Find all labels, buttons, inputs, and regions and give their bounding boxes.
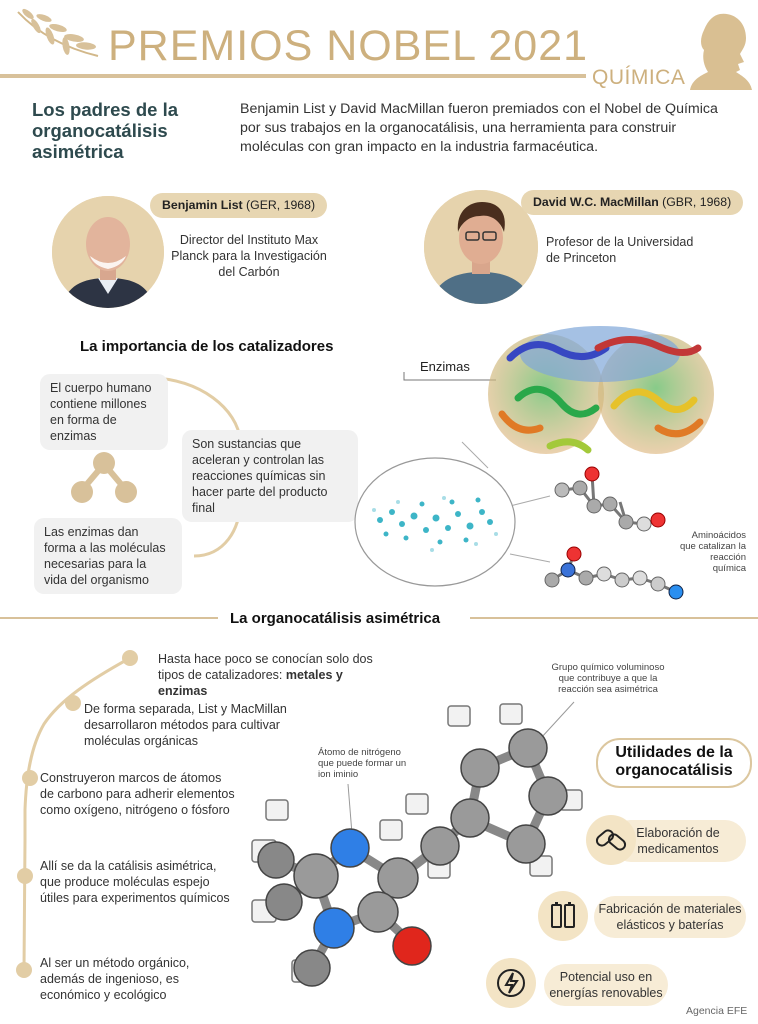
page-title: PREMIOS NOBEL 2021 [108, 22, 589, 70]
enzyme-protein-illustration [488, 318, 714, 460]
benjamin-list-photo [52, 196, 164, 308]
laureate-role: Profesor de la Universidad de Princeton [546, 235, 694, 265]
info-box-enzymes: Las enzimas dan forma a las moléculas necesarias para la vida del organismo [34, 518, 182, 594]
utility-icon-circle [486, 958, 536, 1008]
pills-icon [586, 815, 636, 865]
laureate-country-year: (GER, 1968) [242, 198, 316, 212]
nitrogen-note: Átomo de nitrógeno que puede formar un ion iminio [318, 747, 407, 780]
laureate-name-pill-macmillan [521, 190, 743, 215]
nobel-medal-profile-icon [690, 10, 754, 90]
molecule-icon [66, 450, 142, 506]
laurel-icon [14, 8, 100, 66]
timeline-item-bold: metales y enzimas [158, 668, 343, 698]
organocatalyst-molecule-illustration [230, 700, 590, 1000]
utility-label: Fabricación de materiales elásticos y baterías [598, 902, 742, 932]
catalysts-heading: La importancia de los catalizadores [80, 338, 334, 355]
organocatalysis-heading: La organocatálisis asimétrica [230, 610, 441, 627]
utility-label: Elaboración de medicamentos [636, 826, 720, 856]
laureate-name: David W.C. MacMillan [533, 195, 659, 209]
enzymes-leader-line [402, 360, 502, 390]
info-box-human-body: El cuerpo humano contiene millones en forma de enzimas [40, 374, 168, 450]
amino-acids-label: Aminoácidos que catalizan la reacción química [679, 530, 746, 574]
section-heading-fathers: Los padres de la organocatálisis asimétrica [32, 99, 178, 162]
laureate-name-pill-list [150, 193, 327, 218]
section-divider-left [0, 617, 218, 619]
utility-item-renewables [544, 964, 668, 1006]
timeline-item: Allí se da la catálisis asimétrica, que produce moléculas espejo útiles para experimentos químicos [40, 859, 230, 905]
timeline-item [158, 651, 388, 699]
utility-icon-circle [538, 891, 588, 941]
laureate-country-year: (GBR, 1968) [658, 195, 732, 209]
timeline-item: Al ser un método orgánico, además de ingenioso, es económico y ecológico [40, 956, 190, 1002]
intro-paragraph: Benjamin List y David MacMillan fueron premiados con el Nobel de Química por sus trabajos en la organocatálisis, una herramienta para construir moléculas con gran impacto en la industria farmacéutica. [240, 101, 718, 155]
bulky-group-note: Grupo químico voluminoso que contribuye a que la reacción sea asimétrica [551, 662, 665, 695]
battery-icon [538, 891, 588, 941]
credit: Agencia EFE [686, 1005, 748, 1017]
header-divider [0, 74, 586, 78]
utility-item-materials [594, 896, 746, 938]
info-box-definition: Son sustancias que aceleran y controlan las reacciones químicas sin hacer parte del producto final [182, 430, 358, 522]
timeline-item: De forma separada, List y MacMillan desarrollaron métodos para cultivar moléculas orgánicas [84, 702, 287, 748]
utility-icon-circle [586, 815, 636, 865]
amino-acid-zoom-illustration [340, 440, 740, 610]
renewable-energy-icon [486, 958, 536, 1008]
timeline-item-text: Hasta hace poco se conocían solo dos tipos de catalizadores: [158, 652, 373, 682]
laureate-role: Director del Instituto Max Planck para la Investigación del Carbón [171, 233, 327, 279]
utilities-heading: Utilidades de la organocatálisis [615, 744, 733, 779]
utility-label: Potencial uso en energías renovables [549, 970, 663, 1000]
section-divider-right [470, 617, 758, 619]
laureate-name: Benjamin List [162, 198, 243, 212]
enzymes-label: Enzimas [420, 359, 470, 374]
timeline-item: Construyeron marcos de átomos de carbono para adherir elementos como oxígeno, nitrógeno o fósforo [40, 771, 235, 817]
page-subtitle: QUÍMICA [592, 66, 686, 89]
